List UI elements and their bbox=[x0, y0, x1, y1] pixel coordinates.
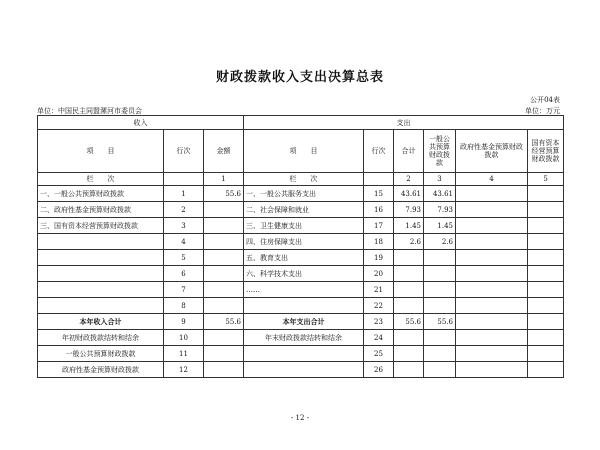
expense-state-capital bbox=[528, 186, 564, 202]
income-line-no: 5 bbox=[164, 250, 204, 266]
income-total-line-no: 9 bbox=[164, 314, 204, 330]
expense-item: 三、卫生健康支出 bbox=[244, 218, 364, 234]
column-number-row bbox=[38, 173, 564, 186]
expense-general bbox=[424, 250, 456, 266]
header-state-capital: 国有资本经营预算财政拨款 bbox=[528, 130, 564, 173]
total-column-number: 2 bbox=[394, 173, 424, 186]
empty-cell bbox=[456, 314, 528, 330]
expense-general: 43.61 bbox=[424, 186, 456, 202]
table-row bbox=[38, 202, 564, 218]
expense-item bbox=[244, 346, 364, 362]
state-capital-column-number: 5 bbox=[528, 173, 564, 186]
expense-general: 1.45 bbox=[424, 218, 456, 234]
table-row bbox=[38, 218, 564, 234]
expense-state-capital bbox=[528, 218, 564, 234]
expense-item: 一、一般公共服务支出 bbox=[244, 186, 364, 202]
expense-line-no: 20 bbox=[364, 266, 394, 282]
income-item: 一、一般公共预算财政拨款 bbox=[38, 186, 164, 202]
income-total-amount: 55.6 bbox=[204, 314, 244, 330]
column-header-row bbox=[38, 130, 564, 173]
expense-state-capital bbox=[528, 250, 564, 266]
empty-cell bbox=[528, 314, 564, 330]
expense-line-no: 17 bbox=[364, 218, 394, 234]
table-row bbox=[38, 234, 564, 250]
table-row bbox=[38, 250, 564, 266]
income-item: 三、国有资本经营预算财政拨款 bbox=[38, 218, 164, 234]
table-row bbox=[38, 346, 564, 362]
income-line-no: 6 bbox=[164, 266, 204, 282]
section-header-row bbox=[38, 116, 564, 130]
expense-line-no: 19 bbox=[364, 250, 394, 266]
expense-gov-fund bbox=[456, 298, 528, 314]
gov-fund-column-number: 4 bbox=[456, 173, 528, 186]
income-item: 一般公共预算财政拨款 bbox=[38, 346, 164, 362]
expense-general: 7.93 bbox=[424, 202, 456, 218]
empty-cell bbox=[394, 330, 424, 346]
expense-general bbox=[424, 298, 456, 314]
expense-item bbox=[244, 362, 364, 378]
expense-total: 7.93 bbox=[394, 202, 424, 218]
income-line-no: 4 bbox=[164, 234, 204, 250]
income-item bbox=[38, 298, 164, 314]
expense-general bbox=[424, 266, 456, 282]
header-amount: 金额 bbox=[204, 130, 244, 173]
expense-item: 五、教育支出 bbox=[244, 250, 364, 266]
expense-total bbox=[394, 282, 424, 298]
expense-line-no: 22 bbox=[364, 298, 394, 314]
income-amount bbox=[204, 218, 244, 234]
income-line-no: 12 bbox=[164, 362, 204, 378]
income-item: 二、政府性基金预算财政拨款 bbox=[38, 202, 164, 218]
expense-line-no: 24 bbox=[364, 330, 394, 346]
header-income-item: 项 目 bbox=[38, 130, 164, 173]
expense-total: 1.45 bbox=[394, 218, 424, 234]
unit-organization: 单位：中国民主同盟漯河市委员会 bbox=[37, 107, 142, 115]
expense-section-header: 支出 bbox=[244, 116, 564, 130]
header-total: 合计 bbox=[394, 130, 424, 173]
unit-currency: 单位：万元 bbox=[525, 107, 560, 115]
expense-gov-fund bbox=[456, 218, 528, 234]
income-amount bbox=[204, 266, 244, 282]
table-row bbox=[38, 298, 564, 314]
income-amount: 55.6 bbox=[204, 186, 244, 202]
empty-cell bbox=[204, 362, 244, 378]
income-amount bbox=[204, 282, 244, 298]
income-item bbox=[38, 282, 164, 298]
empty-cell bbox=[456, 330, 528, 346]
empty-cell bbox=[394, 346, 424, 362]
expense-total-line-no: 23 bbox=[364, 314, 394, 330]
header-income-line-no: 行次 bbox=[164, 130, 204, 173]
empty-cell bbox=[528, 330, 564, 346]
income-item bbox=[38, 234, 164, 250]
expense-total-general: 55.6 bbox=[424, 314, 456, 330]
expense-general: 2.6 bbox=[424, 234, 456, 250]
income-amount bbox=[204, 234, 244, 250]
income-amount bbox=[204, 298, 244, 314]
expense-total bbox=[394, 250, 424, 266]
income-line-no: 8 bbox=[164, 298, 204, 314]
empty-cell bbox=[394, 362, 424, 378]
general-column-number: 3 bbox=[424, 173, 456, 186]
income-amount-column-number: 1 bbox=[204, 173, 244, 186]
empty-cell bbox=[364, 173, 394, 186]
expense-line-no: 26 bbox=[364, 362, 394, 378]
income-section-header: 收入 bbox=[38, 116, 244, 130]
expense-total bbox=[394, 298, 424, 314]
empty-cell bbox=[528, 346, 564, 362]
expense-gov-fund bbox=[456, 186, 528, 202]
income-line-no: 2 bbox=[164, 202, 204, 218]
header-general-budget: 一般公共预算财政拨款 bbox=[424, 130, 456, 173]
income-line-no: 1 bbox=[164, 186, 204, 202]
expense-line-no: 25 bbox=[364, 346, 394, 362]
expense-state-capital bbox=[528, 282, 564, 298]
header-gov-fund: 政府性基金预算财政拨款 bbox=[456, 130, 528, 173]
expense-gov-fund bbox=[456, 234, 528, 250]
income-line-no: 3 bbox=[164, 218, 204, 234]
empty-cell bbox=[424, 362, 456, 378]
expense-line-no: 16 bbox=[364, 202, 394, 218]
empty-cell bbox=[204, 346, 244, 362]
expense-line-no: 21 bbox=[364, 282, 394, 298]
expense-line-no: 18 bbox=[364, 234, 394, 250]
empty-cell bbox=[456, 346, 528, 362]
income-line-no: 10 bbox=[164, 330, 204, 346]
empty-cell bbox=[424, 330, 456, 346]
expense-line-no: 15 bbox=[364, 186, 394, 202]
income-amount bbox=[204, 202, 244, 218]
table-row bbox=[38, 282, 564, 298]
header-expense-line-no: 行次 bbox=[364, 130, 394, 173]
expense-total-total: 55.6 bbox=[394, 314, 424, 330]
expense-total: 43.61 bbox=[394, 186, 424, 202]
income-item: 政府性基金预算财政拨款 bbox=[38, 362, 164, 378]
table-row bbox=[38, 186, 564, 202]
income-item: 年初财政拨款结转和结余 bbox=[38, 330, 164, 346]
table-row bbox=[38, 266, 564, 282]
expense-item: 二、社会保障和就业 bbox=[244, 202, 364, 218]
expense-state-capital bbox=[528, 298, 564, 314]
expense-column-label: 栏 次 bbox=[244, 173, 364, 186]
expense-gov-fund bbox=[456, 266, 528, 282]
expense-total-label: 本年支出合计 bbox=[244, 314, 364, 330]
expense-item bbox=[244, 298, 364, 314]
empty-cell bbox=[456, 362, 528, 378]
income-item bbox=[38, 266, 164, 282]
expense-gov-fund bbox=[456, 202, 528, 218]
empty-cell bbox=[204, 330, 244, 346]
expense-general bbox=[424, 282, 456, 298]
page-number: - 12 - bbox=[290, 414, 310, 422]
report-title: 财政拨款收入支出决算总表 bbox=[215, 70, 384, 85]
header-expense-item: 项 目 bbox=[244, 130, 364, 173]
expense-gov-fund bbox=[456, 250, 528, 266]
expense-item: 四、住房保障支出 bbox=[244, 234, 364, 250]
expense-item: …… bbox=[244, 282, 364, 298]
income-item bbox=[38, 250, 164, 266]
expense-item: 年末财政拨款结转和结余 bbox=[244, 330, 364, 346]
expense-state-capital bbox=[528, 202, 564, 218]
totals-row bbox=[38, 314, 564, 330]
empty-cell bbox=[424, 346, 456, 362]
expense-item: 六、科学技术支出 bbox=[244, 266, 364, 282]
expense-total bbox=[394, 266, 424, 282]
expense-state-capital bbox=[528, 266, 564, 282]
form-number: 公开04表 bbox=[530, 96, 560, 104]
table-row bbox=[38, 330, 564, 346]
expense-gov-fund bbox=[456, 282, 528, 298]
empty-cell bbox=[164, 173, 204, 186]
expense-state-capital bbox=[528, 234, 564, 250]
income-column-label: 栏 次 bbox=[38, 173, 164, 186]
income-line-no: 7 bbox=[164, 282, 204, 298]
income-amount bbox=[204, 250, 244, 266]
empty-cell bbox=[528, 362, 564, 378]
budget-table bbox=[37, 115, 564, 378]
income-total-label: 本年收入合计 bbox=[38, 314, 164, 330]
expense-total: 2.6 bbox=[394, 234, 424, 250]
table-row bbox=[38, 362, 564, 378]
income-line-no: 11 bbox=[164, 346, 204, 362]
